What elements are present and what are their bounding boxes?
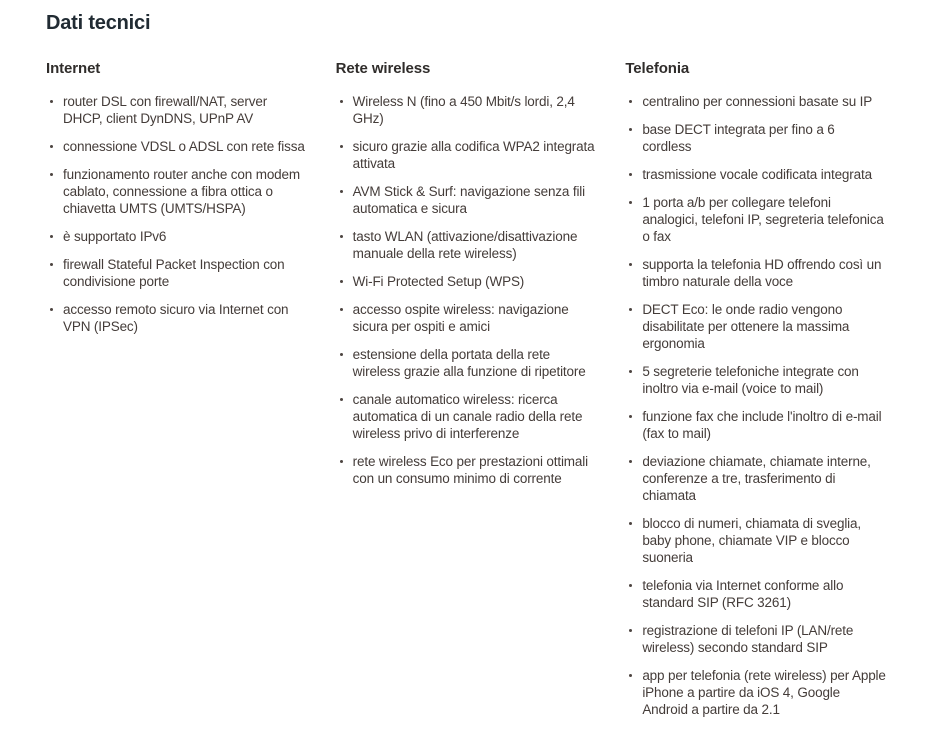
feature-item <box>625 453 887 504</box>
bullet-icon <box>340 353 343 356</box>
feature-text: accesso ospite wireless: navigazione sicura per ospiti e amici <box>352 302 569 334</box>
feature-item <box>46 301 308 335</box>
feature-item <box>625 93 887 110</box>
feature-text: AVM Stick & Surf: navigazione senza fili automatica e sicura <box>352 184 586 216</box>
internet-feature-list <box>46 93 308 335</box>
bullet-icon <box>629 370 632 373</box>
bullet-icon <box>629 415 632 418</box>
bullet-icon <box>50 145 53 148</box>
bullet-icon <box>340 235 343 238</box>
feature-text: trasmissione vocale codificata integrata <box>642 167 872 182</box>
feature-text: tasto WLAN (attivazione/disattivazione manuale della rete wireless) <box>352 229 578 261</box>
bullet-icon <box>340 280 343 283</box>
feature-item <box>625 166 887 183</box>
bullet-icon <box>340 190 343 193</box>
feature-text: canale automatico wireless: ricerca automatica di un canale radio della rete wireless privo di interferenze <box>352 392 583 441</box>
feature-text: centralino per connessioni basate su IP <box>642 94 873 109</box>
bullet-icon <box>629 584 632 587</box>
feature-item <box>46 138 308 155</box>
feature-text: funzionamento router anche con modem cablato, connessione a fibra ottica o chiavetta UMTS (UMTS/HSPA) <box>63 167 300 216</box>
bullet-icon <box>629 201 632 204</box>
feature-text: DECT Eco: le onde radio vengono disabilitate per ottenere la massima ergonomia <box>642 302 850 351</box>
feature-text: Wireless N (fino a 450 Mbit/s lordi, 2,4 GHz) <box>352 94 575 126</box>
column-telefonia <box>625 60 887 729</box>
feature-text: base DECT integrata per fino a 6 cordless <box>642 122 835 154</box>
feature-item <box>625 256 887 290</box>
feature-text: telefonia via Internet conforme allo standard SIP (RFC 3261) <box>642 578 844 610</box>
feature-item <box>46 228 308 245</box>
feature-text: supporta la telefonia HD offrendo così un timbro naturale della voce <box>642 257 882 289</box>
bullet-icon <box>340 100 343 103</box>
feature-item <box>625 577 887 611</box>
feature-text: app per telefonia (rete wireless) per Apple iPhone a partire da iOS 4, Google Android a partire da 2.1 <box>642 668 886 717</box>
bullet-icon <box>629 629 632 632</box>
feature-item <box>336 346 598 380</box>
spec-columns <box>46 60 887 729</box>
feature-text: deviazione chiamate, chiamate interne, conferenze a tre, trasferimento di chiamata <box>642 454 871 503</box>
wireless-feature-list <box>336 93 598 487</box>
feature-text: funzione fax che include l'inoltro di e-mail (fax to mail) <box>642 409 882 441</box>
feature-item <box>625 121 887 155</box>
feature-text: accesso remoto sicuro via Internet con VPN (IPSec) <box>63 302 289 334</box>
feature-text: firewall Stateful Packet Inspection con condivisione porte <box>63 257 285 289</box>
feature-item <box>336 391 598 442</box>
feature-item <box>625 363 887 397</box>
feature-item <box>625 622 887 656</box>
bullet-icon <box>50 173 53 176</box>
feature-text: sicuro grazie alla codifica WPA2 integrata attivata <box>352 139 595 171</box>
column-telefonia-title: Telefonia <box>625 60 690 77</box>
bullet-icon <box>629 263 632 266</box>
bullet-icon <box>629 674 632 677</box>
feature-item <box>625 194 887 245</box>
bullet-icon <box>50 308 53 311</box>
bullet-icon <box>50 263 53 266</box>
telefonia-feature-list <box>625 93 887 718</box>
bullet-icon <box>629 308 632 311</box>
feature-text: blocco di numeri, chiamata di sveglia, baby phone, chiamate VIP e blocco suoneria <box>642 516 861 565</box>
column-internet-title: Internet <box>46 60 101 77</box>
feature-text: registrazione di telefoni IP (LAN/rete wireless) secondo standard SIP <box>642 623 854 655</box>
bullet-icon <box>340 145 343 148</box>
feature-item <box>336 301 598 335</box>
feature-item <box>625 408 887 442</box>
feature-item <box>336 453 598 487</box>
feature-item <box>336 138 598 172</box>
feature-text: 1 porta a/b per collegare telefoni analogici, telefoni IP, segreteria telefonica o fax <box>642 195 884 244</box>
bullet-icon <box>50 100 53 103</box>
feature-text: estensione della portata della rete wireless grazie alla funzione di ripetitore <box>352 347 586 379</box>
feature-item <box>336 183 598 217</box>
feature-text: router DSL con firewall/NAT, server DHCP, client DynDNS, UPnP AV <box>63 94 268 126</box>
bullet-icon <box>629 128 632 131</box>
feature-item <box>46 256 308 290</box>
feature-text: rete wireless Eco per prestazioni ottimali con un consumo minimo di corrente <box>352 454 588 486</box>
bullet-icon <box>629 460 632 463</box>
bullet-icon <box>340 460 343 463</box>
bullet-icon <box>340 308 343 311</box>
feature-item <box>336 93 598 127</box>
feature-item <box>336 273 598 290</box>
feature-item <box>46 166 308 217</box>
bullet-icon <box>629 173 632 176</box>
feature-item <box>625 301 887 352</box>
feature-item <box>625 515 887 566</box>
feature-text: Wi-Fi Protected Setup (WPS) <box>352 274 525 289</box>
feature-text: 5 segreterie telefoniche integrate con inoltro via e-mail (voice to mail) <box>642 364 859 396</box>
column-internet <box>46 60 308 729</box>
bullet-icon <box>629 100 632 103</box>
bullet-icon <box>340 398 343 401</box>
feature-item <box>46 93 308 127</box>
feature-text: è supportato IPv6 <box>63 229 167 244</box>
feature-item <box>625 667 887 718</box>
bullet-icon <box>629 522 632 525</box>
feature-item <box>336 228 598 262</box>
bullet-icon <box>50 235 53 238</box>
page-title: Dati tecnici <box>46 12 151 34</box>
feature-text: connessione VDSL o ADSL con rete fissa <box>63 139 305 154</box>
column-rete-wireless-title: Rete wireless <box>335 60 431 77</box>
column-rete-wireless <box>336 60 598 729</box>
